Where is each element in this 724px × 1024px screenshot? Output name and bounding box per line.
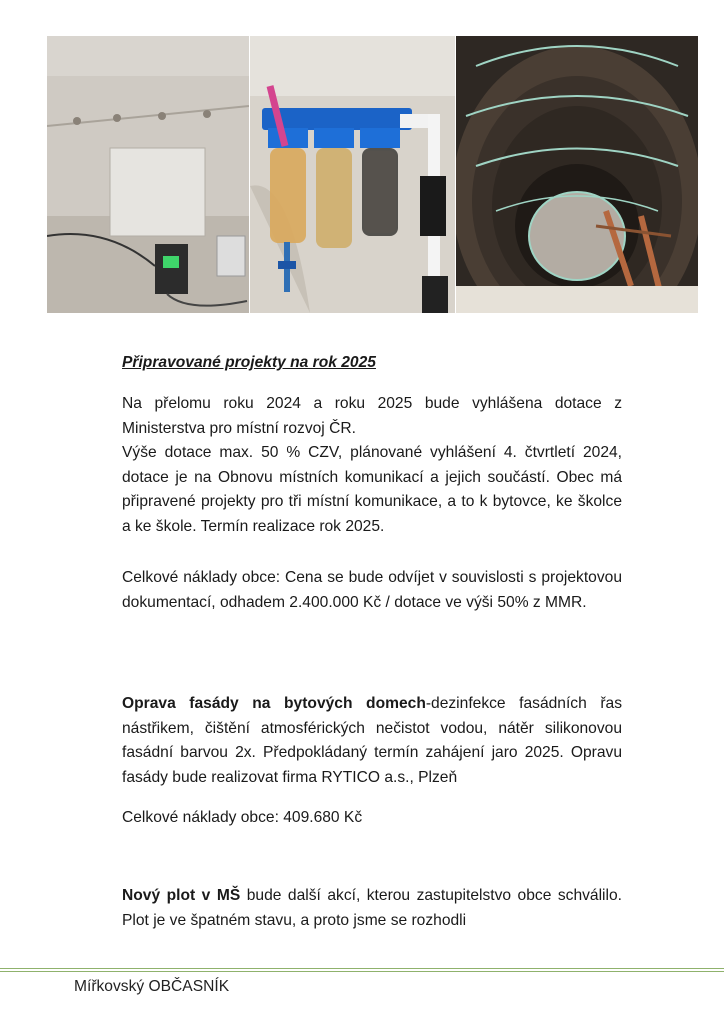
paragraph-facade-cost: Celkové náklady obce: 409.680 Kč (122, 809, 363, 826)
photo-water-filters (250, 36, 455, 313)
facade-text: -dezinfekce fasádních řas nástřikem, čištění atmosférických nečistot vodou, nátěr silikonovou fasádní barvou 2x. Předpokládaný termín zahájení jaro 2025. Opravu fasády bude realizovat firma RYTICO a.s., Plzeň (122, 695, 622, 786)
paragraph-new-fence (122, 884, 622, 933)
photo-wall-meter (47, 36, 249, 313)
facade-title: Oprava fasády na bytových domech (122, 695, 426, 712)
footer-publication-title: Mířkovský OBČASNÍK (74, 978, 230, 995)
footer-rule-bottom (0, 971, 724, 972)
paragraph-facade-repair (122, 692, 622, 790)
paragraph-total-costs-roads: Celkové náklady obce: Cena se bude odvíjet v souvislosti s projektovou dokumentací, odhadem 2.400.000 Kč / dotace ve výši 50% z MMR. (122, 569, 622, 611)
fence-text: bude další akcí, kterou zastupitelstvo obce schválilo. Plot je ve špatném stavu, a proto jsme se rozhodli (122, 887, 622, 929)
paragraph-subsidy-details: Výše dotace max. 50 % CZV, plánované vyhlášení 4. čtvrtletí 2024, dotace je na Obnovu místních komunikací a jejich součástí. Obec má připravené projekty pro tři místní komunikace, a to k bytovce, ke školce a ke škole. Termín realizace rok 2025. (122, 444, 622, 535)
section-title: Připravované projekty na rok 2025 (122, 354, 376, 371)
paragraph-subsidy-announcement: Na přelomu roku 2024 a roku 2025 bude vyhlášena dotace z Ministerstva pro místní rozvoj ČR. (122, 395, 622, 437)
photo-well-shaft (456, 36, 698, 313)
footer-rule-top (0, 968, 724, 969)
photo-strip (47, 36, 698, 313)
fence-title: Nový plot v MŠ (122, 887, 241, 904)
